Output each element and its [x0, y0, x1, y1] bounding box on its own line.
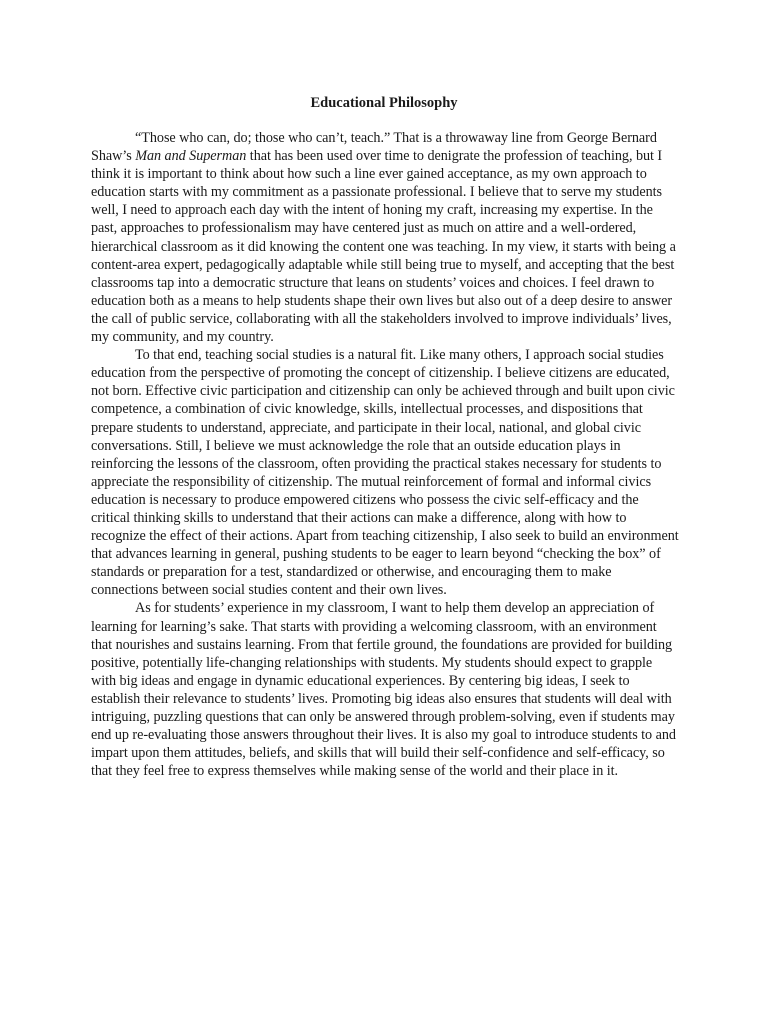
paragraph-professionalism-text-start: “Those who can, do; those who can’t, teach.” That is a throwaway line from George Bernard Shaw’s: [91, 130, 657, 165]
book-title-italic: Man and Superman: [135, 148, 247, 165]
paragraph-professionalism: [91, 129, 679, 346]
paragraph-professionalism-text-end: that has been used over time to denigrate the profession of teaching, but I think it is important to think about how such a line ever gained acceptance, as my own approach to education starts with my commitment as a passionate professional. I believe that to serve my students well, I need to approach each day with the intent of honing my craft, increasing my expertise. In the past, approaches to professionalism may have centered just as much on attire and a well-ordered, hierarchical classroom as it did knowing the content one was teaching. In my view, it starts with being a content-area expert, pedagogically adaptable while still being true to myself, and accepting that the best classrooms tap into a democratic structure that leans on students’ voices and choices. I feel drawn to education both as a means to help students shape their own lives but also out of a deep desire to answer the call of public service, collaborating with all the stakeholders involved to improve individuals’ lives, my community, and my country.: [91, 148, 676, 346]
paragraph-citizenship: To that end, teaching social studies is a natural fit. Like many others, I approach social studies education from the perspective of promoting the concept of citizenship. I believe citizens are educated, not born. Effective civic participation and citizenship can only be achieved through and built upon civic competence, a combination of civic knowledge, skills, intellectual processes, and dispositions that prepare students to understand, appreciate, and participate in their local, national, and global civic conversations. Still, I believe we must acknowledge the role that an outside education plays in reinforcing the lessons of the classroom, often providing the practical stakes necessary for students to appreciate the responsibility of citizenship. The mutual reinforcement of formal and informal civics education is necessary to produce empowered citizens who possess the civic self-efficacy and the critical thinking skills to understand that their actions can make a difference, along with how to recognize the effect of their actions. Apart from teaching citizenship, I also seek to build an environment that advances learning in general, pushing students to be eager to learn beyond “checking the box” of standards or preparation for a test, standardized or otherwise, and encouraging them to make connections between social studies content and their own lives.: [91, 347, 679, 599]
document-title: Educational Philosophy: [310, 95, 458, 111]
paragraph-classroom-experience: As for students’ experience in my classroom, I want to help them develop an appreciation of learning for learning’s sake. That starts with providing a welcoming classroom, with an environment that nourishes and sustains learning. From that fertile ground, the foundations are provided for building positive, potentially life-changing relationships with students. My students should expect to grapple with big ideas and engage in dynamic educational experiences. By centering big ideas, I seek to establish their relevance to students’ lives. Promoting big ideas also ensures that students will deal with intriguing, puzzling questions that can only be answered through problem-solving, even if students may end up re-evaluating those answers throughout their lives. It is also my goal to introduce students to and impart upon them attitudes, beliefs, and skills that will build their self-confidence and self-efficacy, so that they feel free to express themselves while making sense of the world and their place in it.: [91, 600, 676, 780]
document-body: [91, 129, 679, 780]
